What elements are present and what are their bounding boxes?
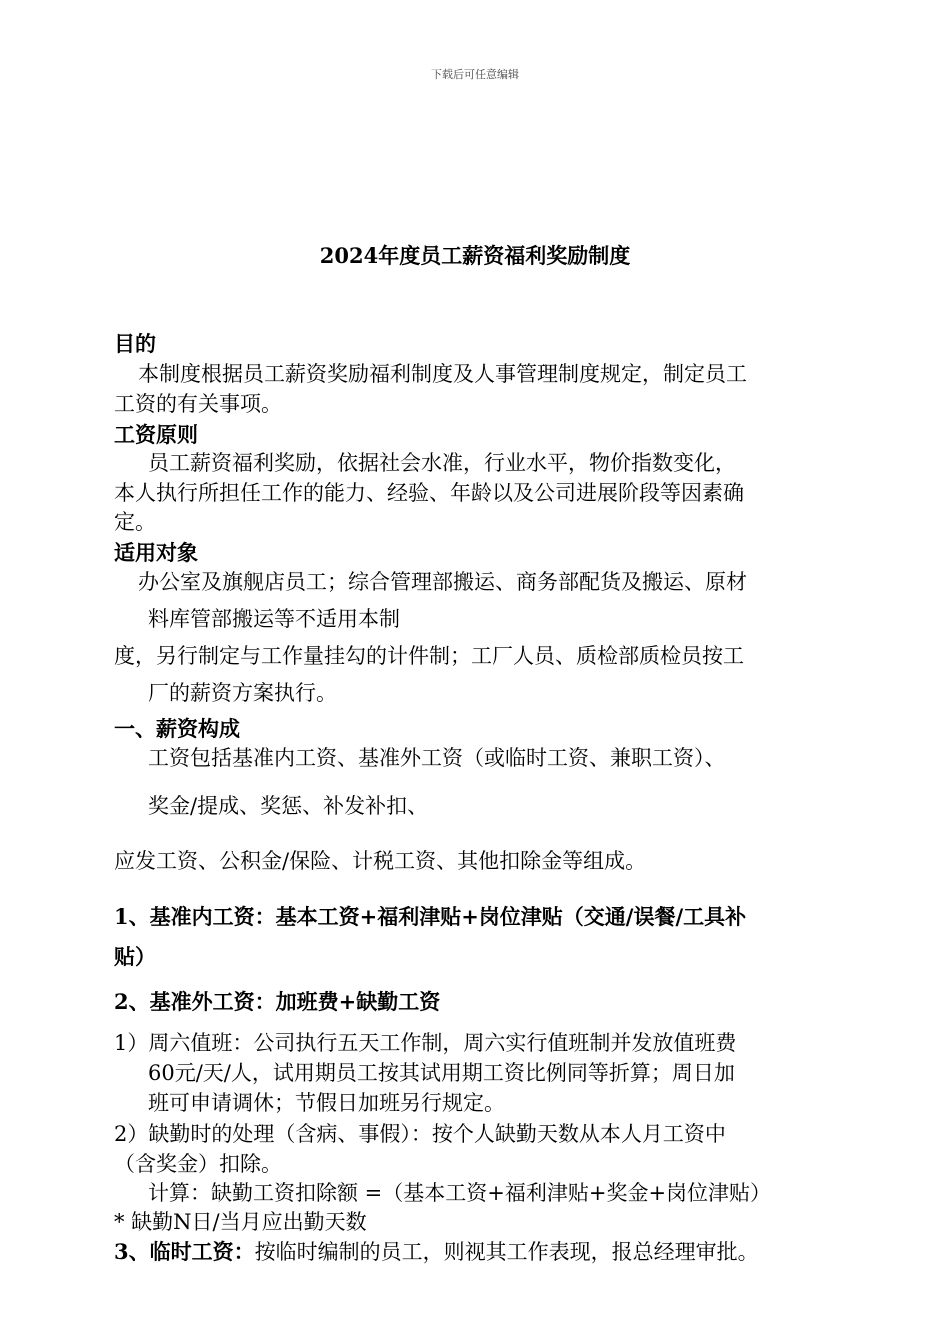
item3-line	[114, 1241, 759, 1263]
principle-text-line: 定。	[114, 510, 156, 534]
item2-subitem-line: （含奖金）扣除。	[114, 1152, 282, 1176]
item2-subitem-line: 2）缺勤时的处理（含病、事假）：按个人缺勤天数从本人月工资中	[114, 1122, 726, 1146]
item2-subitem-line: 60元/天/人，试用期员工按其试用期工资比例同等折算；周日加	[148, 1061, 735, 1085]
scope-heading: 适用对象	[114, 540, 198, 565]
principle-heading: 工资原则	[114, 422, 198, 447]
item2-subitem-line: 班可申请调休；节假日加班另行规定。	[148, 1091, 505, 1115]
section1-text-line: 应发工资、公积金/保险、计税工资、其他扣除金等组成。	[114, 849, 647, 873]
calculation-formula-line: * 缺勤N日/当月应出勤天数	[114, 1210, 367, 1234]
principle-text-line: 本人执行所担任工作的能力、经验、年龄以及公司进展阶段等因素确	[114, 481, 744, 505]
section1-text-line: 奖金/提成、奖惩、补发补扣、	[148, 794, 429, 818]
document-title: 2024年度员工薪资福利奖励制度	[319, 243, 631, 268]
item1-line: 1、基准内工资：基本工资+福利津贴+岗位津贴（交通/误餐/工具补	[114, 904, 747, 929]
section1-heading: 一、薪资构成	[114, 716, 240, 741]
item1-line: 贴）	[114, 944, 156, 969]
item2-subitem-line: 1）周六值班：公司执行五天工作制，周六实行值班制并发放值班费	[114, 1031, 737, 1055]
section1-text-line: 工资包括基准内工资、基准外工资（或临时工资、兼职工资）、	[148, 746, 726, 770]
scope-text-line: 度，另行制定与工作量挂勾的计件制；工厂人员、质检部质检员按工	[114, 644, 744, 668]
page-header-note: 下载后可任意编辑	[431, 68, 519, 81]
calculation-formula-line: 计算：缺勤工资扣除额 =（基本工资+福利津贴+奖金+岗位津贴）	[148, 1181, 772, 1205]
scope-text-line: 办公室及旗舰店员工；综合管理部搬运、商务部配货及搬运、原材	[138, 570, 747, 594]
item3-text: 按临时编制的员工，则视其工作表现，报总经理审批。	[254, 1240, 759, 1264]
item2-heading: 2、基准外工资：加班费+缺勤工资	[114, 989, 441, 1014]
purpose-text-line: 工资的有关事项。	[114, 392, 282, 416]
scope-text-line: 料库管部搬运等不适用本制	[148, 607, 400, 631]
purpose-text-line: 本制度根据员工薪资奖励福利制度及人事管理制度规定，制定员工	[138, 362, 747, 386]
scope-text-line: 厂的薪资方案执行。	[148, 681, 337, 705]
item3-label: 3、临时工资：	[114, 1239, 255, 1264]
purpose-heading: 目的	[114, 331, 156, 356]
principle-text-line: 员工薪资福利奖励，依据社会水准，行业水平，物价指数变化，	[148, 451, 736, 475]
